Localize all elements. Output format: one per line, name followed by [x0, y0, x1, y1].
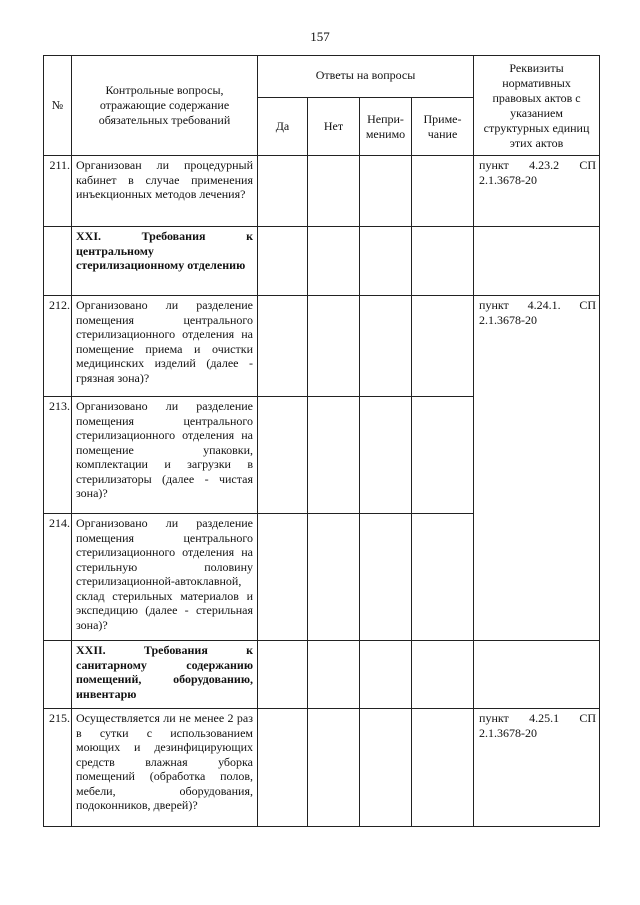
answer-not-applicable-cell[interactable]	[360, 296, 412, 397]
answer-note-cell[interactable]	[412, 156, 474, 227]
row-number: 212.	[44, 296, 72, 397]
section-title: XXI. Требования к центральному стерилизационному отделению	[72, 227, 258, 296]
answer-yes-cell[interactable]	[258, 156, 308, 227]
answer-no-cell[interactable]	[308, 514, 360, 641]
question-text: Организовано ли разделение помещения центрального стерилизационного отделения на помещение приема и очистки медицинских изделий (далее - грязная зона)?	[72, 296, 258, 397]
answer-note-cell[interactable]	[412, 514, 474, 641]
question-text: Организован ли процедурный кабинет в случае применения инъекционных методов лечения?	[72, 156, 258, 227]
header-no: Нет	[308, 98, 360, 156]
answer-yes-cell[interactable]	[258, 709, 308, 827]
table-row-215	[44, 709, 600, 827]
row-number: 213.	[44, 397, 72, 514]
section-title: XXII. Требования к санитарному содержанию помещений, оборудованию, инвентарю	[72, 641, 258, 709]
answer-no-cell[interactable]	[308, 397, 360, 514]
table-row-212	[44, 296, 600, 397]
question-text: Организовано ли разделение помещения центрального стерилизационного отделения на стерильную половину стерилизационной-автоклавной, склад стерильных материалов и экспедицию (далее - стерильная зона)?	[72, 514, 258, 641]
table-row-211	[44, 156, 600, 227]
answer-no-cell[interactable]	[308, 296, 360, 397]
header-questions: Контрольные вопросы, отражающие содержание обязательных требований	[72, 56, 258, 156]
answer-not-applicable-cell[interactable]	[360, 397, 412, 514]
checklist-table	[43, 55, 600, 827]
requisite-text: пункт 4.24.1. СП 2.1.3678-20	[474, 296, 600, 641]
answer-yes-cell[interactable]	[258, 397, 308, 514]
header-number: №	[44, 56, 72, 156]
header-answers: Ответы на вопросы	[258, 56, 474, 98]
row-number: 211.	[44, 156, 72, 227]
answer-note-cell[interactable]	[412, 296, 474, 397]
requisite-text: пункт 4.23.2 СП 2.1.3678-20	[474, 156, 600, 227]
answer-not-applicable-cell[interactable]	[360, 709, 412, 827]
header-requisites: Реквизиты нормативных правовых актов с указанием структурных единиц этих актов	[474, 56, 600, 156]
section-row-21	[44, 227, 600, 296]
answer-not-applicable-cell[interactable]	[360, 514, 412, 641]
answer-yes-cell[interactable]	[258, 296, 308, 397]
section-row-22	[44, 641, 600, 709]
row-number: 215.	[44, 709, 72, 827]
requisite-text: пункт 4.25.1 СП 2.1.3678-20	[474, 709, 600, 827]
header-not-applicable: Непри-менимо	[360, 98, 412, 156]
question-text: Осуществляется ли не менее 2 раз в сутки с использованием моющих и дезинфицирующих средств влажная уборка помещений (обработка полов, мебели, оборудования, подоконников, дверей)?	[72, 709, 258, 827]
answer-no-cell[interactable]	[308, 156, 360, 227]
header-note: Приме-чание	[412, 98, 474, 156]
answer-yes-cell[interactable]	[258, 514, 308, 641]
page-number: 157	[310, 29, 330, 44]
row-number: 214.	[44, 514, 72, 641]
answer-no-cell[interactable]	[308, 709, 360, 827]
answer-note-cell[interactable]	[412, 709, 474, 827]
answer-note-cell[interactable]	[412, 397, 474, 514]
answer-not-applicable-cell[interactable]	[360, 156, 412, 227]
question-text: Организовано ли разделение помещения центрального стерилизационного отделения на помещение упаковки, комплектации и загрузки в стерилизаторы (далее - чистая зона)?	[72, 397, 258, 514]
header-yes: Да	[258, 98, 308, 156]
